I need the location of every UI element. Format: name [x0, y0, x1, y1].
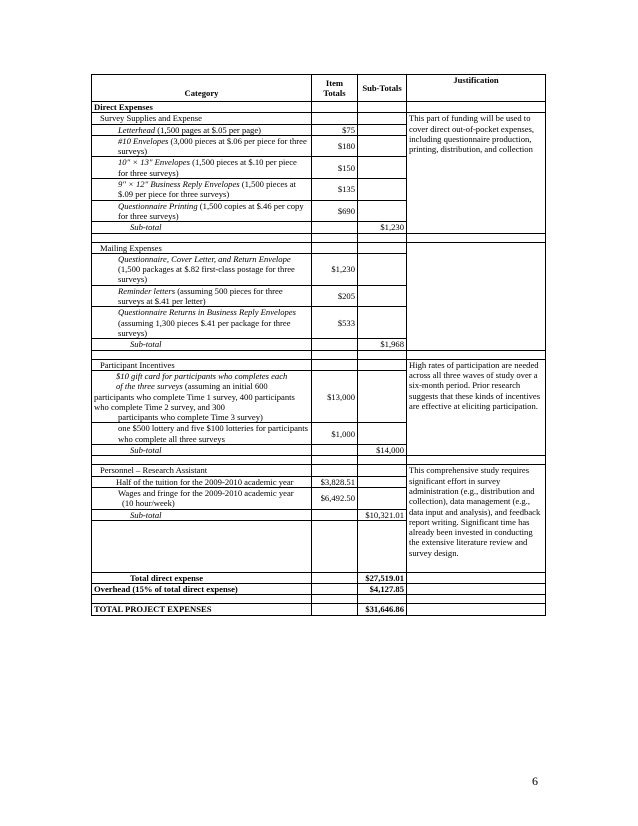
total-project-label: TOTAL PROJECT EXPENSES	[92, 604, 312, 615]
item-total: $205	[312, 285, 358, 307]
empty-cell	[312, 584, 358, 595]
item-name: #10 Envelopes	[118, 135, 169, 146]
empty-cell	[312, 604, 358, 615]
item-name: 10" × 13" Envelopes	[118, 157, 190, 168]
item-detail: (1,500 copies at $.46 per copy for three surveys)	[118, 200, 304, 221]
empty-cell	[358, 253, 407, 285]
empty-cell	[358, 113, 407, 124]
item-total: $150	[312, 157, 358, 179]
category-header	[92, 75, 312, 102]
empty-cell	[312, 465, 358, 476]
item-total: $6,492.50	[312, 487, 358, 509]
line-item	[92, 423, 312, 445]
line-item	[92, 487, 312, 509]
incentive-item-2: one $500 lottery and five $100 lotteries for participants who complete all three surveys	[118, 423, 308, 444]
mailing-label: Mailing Expenses	[92, 242, 312, 253]
item-total: $13,000	[312, 370, 358, 422]
budget-table	[91, 74, 546, 616]
empty-cell	[312, 242, 358, 253]
incentive-item-1a: $10 gift card for participants who completes each	[116, 370, 288, 381]
subtotal-label: Sub-total	[92, 339, 312, 350]
line-item	[92, 476, 312, 487]
item-detail: (1,500 pieces at $.09 per piece for three surveys)	[118, 179, 296, 200]
personnel-label: Personnel – Research Assistant	[92, 465, 312, 476]
personnel-item-2a: Wages and fringe for the 2009-2010 academic year	[118, 487, 294, 498]
item-name: Questionnaire Printing	[118, 200, 198, 211]
total-direct-value: $27,519.01	[358, 572, 407, 583]
subtotal-value: $10,321.01	[358, 509, 407, 520]
empty-cell	[312, 102, 358, 113]
empty-cell	[312, 572, 358, 583]
direct-expenses-row	[92, 102, 546, 113]
empty-cell	[358, 359, 407, 370]
empty-cell	[407, 584, 546, 595]
empty-cell	[358, 487, 407, 509]
item-name: Letterhead	[118, 124, 156, 135]
empty-cell	[312, 339, 358, 350]
item-name: Questionnaire, Cover Letter, and Return Envelope	[118, 253, 291, 264]
item-total: $75	[312, 124, 358, 135]
item-total: $690	[312, 200, 358, 222]
subtotal-label: Sub-total	[92, 509, 312, 520]
empty-cell	[312, 113, 358, 124]
item-detail: (1,500 pages at $.05 per page)	[155, 124, 262, 135]
item-name: 9" × 12" Business Reply Envelopes	[118, 179, 240, 190]
item-total: $533	[312, 307, 358, 339]
page-number: 6	[532, 774, 538, 788]
subtotal-label: Sub-total	[92, 222, 312, 233]
line-item	[92, 370, 312, 422]
mailing-row	[92, 242, 546, 253]
spacer-row	[92, 595, 546, 604]
spacer-row	[92, 233, 546, 242]
item-totals-line1: Item	[325, 77, 344, 88]
subtotal-value: $1,230	[358, 222, 407, 233]
personnel-item-2b: (10 hour/week)	[122, 498, 175, 509]
empty-cell	[358, 476, 407, 487]
empty-cell	[358, 200, 407, 222]
justification-header: Justification	[407, 75, 546, 102]
empty-cell	[358, 179, 407, 201]
personnel-justification: This comprehensive study requires significant effort in survey administration (e.g., distribution and collection), data management (e.g., data input and analysis), and feedback report writing. Significant time has already been invested in conducting the extensive literature review and survey design.	[407, 465, 546, 572]
line-item	[92, 200, 312, 222]
overhead-label: Overhead (15% of total direct expense)	[92, 584, 312, 595]
item-totals-header	[312, 75, 358, 102]
header-row	[92, 75, 546, 102]
empty-cell	[358, 370, 407, 422]
incentives-label: Participant Incentives	[92, 359, 312, 370]
overhead-row	[92, 584, 546, 595]
item-total: $1,000	[312, 423, 358, 445]
item-totals-line2: Totals	[323, 88, 346, 98]
line-item	[92, 179, 312, 201]
subtotal-value: $14,000	[358, 445, 407, 456]
spacer-row	[92, 350, 546, 359]
line-item	[92, 285, 312, 307]
survey-supplies-justification: This part of funding will be used to cover direct out-of-pocket expenses, including questionnaire production, printing, distribution, and collection	[407, 113, 546, 233]
empty-cell	[312, 445, 358, 456]
empty-cell	[358, 124, 407, 135]
line-item	[92, 157, 312, 179]
total-direct-row	[92, 572, 546, 583]
item-detail: (3,000 pieces at $.06 per piece for three surveys)	[118, 135, 307, 157]
empty-cell	[358, 157, 407, 179]
item-total: $135	[312, 179, 358, 201]
spacer-row	[92, 456, 546, 465]
empty-cell	[407, 604, 546, 615]
item-detail: (1,500 pieces at $.10 per piece for three surveys)	[118, 157, 297, 178]
item-detail: (1,500 packages at $.82 first-class postage for three surveys)	[118, 264, 295, 285]
overhead-value: $4,127.85	[358, 584, 407, 595]
survey-supplies-row	[92, 113, 546, 124]
direct-expenses-label: Direct Expenses	[92, 102, 312, 113]
empty-cell	[358, 307, 407, 339]
empty-cell	[407, 572, 546, 583]
empty-cell	[312, 222, 358, 233]
survey-supplies-label: Survey Supplies and Expense	[92, 113, 312, 124]
line-item	[92, 253, 312, 285]
empty-cell	[407, 242, 546, 350]
item-name: Questionnaire Returns in Business Reply Envelopes	[118, 307, 296, 318]
line-item	[92, 307, 312, 339]
empty-cell	[407, 102, 546, 113]
item-detail: (assuming 1,300 pieces $.41 per package for three surveys)	[118, 317, 291, 339]
empty-cell	[312, 509, 358, 520]
sub-totals-header: Sub-Totals	[358, 75, 407, 102]
item-total: $180	[312, 135, 358, 157]
category-header-text: Category	[184, 87, 219, 98]
empty-cell	[358, 285, 407, 307]
item-detail: (assuming 500 pieces for three surveys at $.41 per letter)	[118, 285, 283, 307]
empty-cell	[358, 242, 407, 253]
subtotal-value: $1,968	[358, 339, 407, 350]
item-name: Reminder letters	[118, 285, 176, 296]
incentive-item-1c: (assuming an initial 600 participants who complete Time 1 survey, 400 participants who complete Time 2 survey, and 300	[94, 381, 295, 412]
item-total: $1,230	[312, 253, 358, 285]
total-project-row	[92, 604, 546, 615]
empty-cell	[312, 359, 358, 370]
incentives-row	[92, 359, 546, 370]
line-item	[92, 135, 312, 157]
empty-cell	[358, 465, 407, 476]
line-item	[92, 124, 312, 135]
total-direct-label: Total direct expense	[92, 572, 312, 583]
item-total: $3,828.51	[312, 476, 358, 487]
empty-cell	[358, 102, 407, 113]
empty-cell	[358, 423, 407, 445]
personnel-item-1: Half of the tuition for the 2009-2010 academic year	[116, 476, 294, 487]
incentive-item-1b: of the three surveys	[116, 381, 183, 392]
incentives-justification: High rates of participation are needed across all three waves of study over a six-month period. Prior research suggests that these kinds of incentives are effective at eliciting participation.	[407, 359, 546, 456]
incentive-item-1d: participants who complete Time 3 survey)	[118, 412, 263, 423]
subtotal-label: Sub-total	[92, 445, 312, 456]
total-project-value: $31,646.86	[358, 604, 407, 615]
empty-cell	[358, 135, 407, 157]
personnel-row	[92, 465, 546, 476]
